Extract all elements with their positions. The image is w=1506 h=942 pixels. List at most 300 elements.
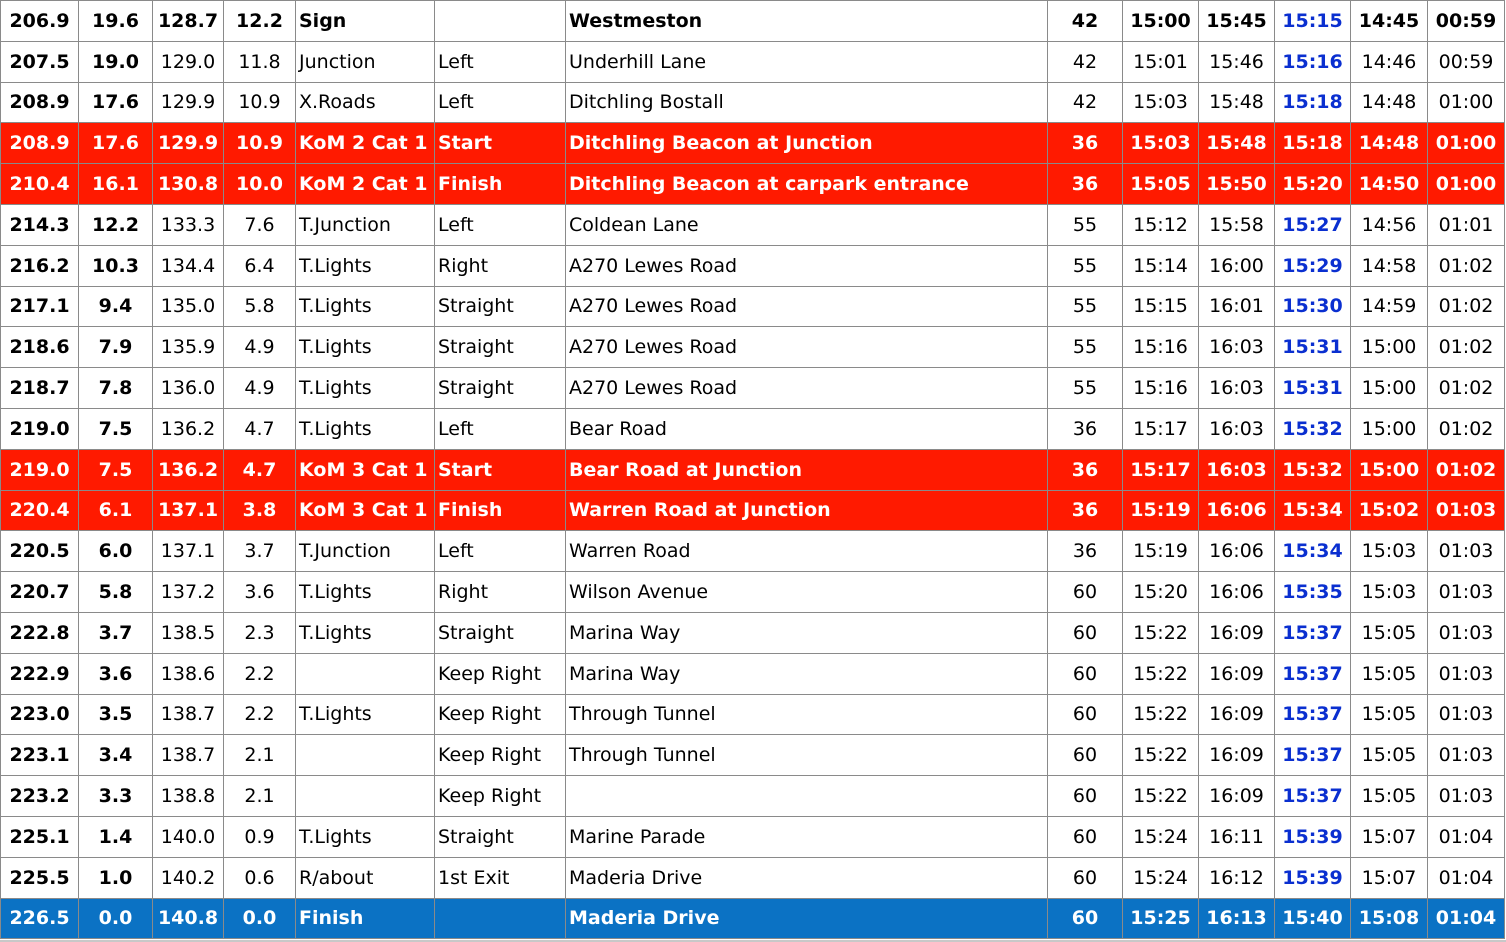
cell-location: A270 Lewes Road xyxy=(566,245,1048,286)
cell-time-eta: 15:37 xyxy=(1275,653,1351,694)
cell-miles-to-go: 2.1 xyxy=(224,735,296,776)
cell-elapsed: 01:03 xyxy=(1428,694,1505,735)
cell-miles-to-go: 3.8 xyxy=(224,490,296,531)
cell-location: Coldean Lane xyxy=(566,204,1048,245)
cell-time-late: 16:03 xyxy=(1199,449,1275,490)
cell-km-done: 225.5 xyxy=(1,857,79,898)
cell-km-to-go: 12.2 xyxy=(79,204,153,245)
cell-time-early: 15:17 xyxy=(1123,449,1199,490)
cell-location: A270 Lewes Road xyxy=(566,368,1048,409)
cell-location: Warren Road xyxy=(566,531,1048,572)
cell-miles-to-go: 2.1 xyxy=(224,776,296,817)
cell-time-start: 15:05 xyxy=(1351,694,1428,735)
cell-miles-done: 129.9 xyxy=(153,123,224,164)
table-row xyxy=(1,408,1505,449)
cell-km-done: 208.9 xyxy=(1,123,79,164)
cell-miles-done: 136.2 xyxy=(153,449,224,490)
cell-direction: Start xyxy=(435,449,566,490)
cell-time-eta: 15:20 xyxy=(1275,164,1351,205)
cell-miles-done: 137.2 xyxy=(153,572,224,613)
cell-km-done: 208.9 xyxy=(1,82,79,123)
cell-miles-to-go: 4.9 xyxy=(224,327,296,368)
cell-feature: T.Lights xyxy=(296,286,435,327)
cell-time-start: 14:48 xyxy=(1351,123,1428,164)
cell-miles-to-go: 0.9 xyxy=(224,816,296,857)
cell-time-late: 16:01 xyxy=(1199,286,1275,327)
cell-elapsed: 01:00 xyxy=(1428,123,1505,164)
cell-miles-to-go: 0.6 xyxy=(224,857,296,898)
cell-time-early: 15:24 xyxy=(1123,857,1199,898)
cell-direction: Finish xyxy=(435,164,566,205)
kom-row xyxy=(1,164,1505,205)
cell-speed: 60 xyxy=(1048,816,1123,857)
cell-time-eta: 15:34 xyxy=(1275,490,1351,531)
cell-direction: Left xyxy=(435,531,566,572)
table-row xyxy=(1,368,1505,409)
cell-speed: 36 xyxy=(1048,408,1123,449)
cell-elapsed: 01:03 xyxy=(1428,490,1505,531)
cell-km-done: 219.0 xyxy=(1,408,79,449)
cell-time-eta: 15:18 xyxy=(1275,123,1351,164)
cell-feature: Junction xyxy=(296,41,435,82)
cell-location: Wilson Avenue xyxy=(566,572,1048,613)
cell-feature xyxy=(296,776,435,817)
cell-time-early: 15:16 xyxy=(1123,327,1199,368)
cell-location: Through Tunnel xyxy=(566,694,1048,735)
cell-miles-done: 135.9 xyxy=(153,327,224,368)
cell-elapsed: 01:02 xyxy=(1428,286,1505,327)
cell-direction: Right xyxy=(435,245,566,286)
cell-km-done: 207.5 xyxy=(1,41,79,82)
cell-miles-done: 138.7 xyxy=(153,694,224,735)
cell-time-eta: 15:37 xyxy=(1275,612,1351,653)
cell-km-to-go: 3.3 xyxy=(79,776,153,817)
cell-elapsed: 01:04 xyxy=(1428,816,1505,857)
cell-miles-to-go: 12.2 xyxy=(224,1,296,42)
cell-feature: T.Lights xyxy=(296,694,435,735)
cell-time-eta: 15:32 xyxy=(1275,408,1351,449)
cell-miles-to-go: 10.0 xyxy=(224,164,296,205)
cell-time-late: 15:50 xyxy=(1199,164,1275,205)
cell-km-to-go: 7.5 xyxy=(79,449,153,490)
cell-direction: Start xyxy=(435,123,566,164)
cell-km-to-go: 6.0 xyxy=(79,531,153,572)
cell-elapsed: 01:02 xyxy=(1428,449,1505,490)
cell-miles-to-go: 3.7 xyxy=(224,531,296,572)
cell-time-start: 15:05 xyxy=(1351,653,1428,694)
cell-speed: 36 xyxy=(1048,449,1123,490)
cell-time-eta: 15:16 xyxy=(1275,41,1351,82)
cell-time-late: 15:48 xyxy=(1199,123,1275,164)
cell-km-done: 214.3 xyxy=(1,204,79,245)
cell-km-done: 220.4 xyxy=(1,490,79,531)
cell-time-late: 16:03 xyxy=(1199,408,1275,449)
cell-km-to-go: 7.8 xyxy=(79,368,153,409)
cell-km-to-go: 0.0 xyxy=(79,898,153,939)
cell-time-start: 15:07 xyxy=(1351,816,1428,857)
cell-feature: T.Lights xyxy=(296,245,435,286)
cell-direction: Straight xyxy=(435,612,566,653)
cell-elapsed: 01:03 xyxy=(1428,572,1505,613)
cell-miles-done: 137.1 xyxy=(153,490,224,531)
cell-speed: 55 xyxy=(1048,327,1123,368)
cell-location: Marine Parade xyxy=(566,816,1048,857)
cell-direction: Keep Right xyxy=(435,653,566,694)
cell-time-eta: 15:32 xyxy=(1275,449,1351,490)
cell-miles-done: 128.7 xyxy=(153,1,224,42)
cell-time-early: 15:17 xyxy=(1123,408,1199,449)
cell-time-start: 14:58 xyxy=(1351,245,1428,286)
cell-km-to-go: 5.8 xyxy=(79,572,153,613)
cell-miles-done: 138.5 xyxy=(153,612,224,653)
cell-speed: 60 xyxy=(1048,572,1123,613)
table-row xyxy=(1,612,1505,653)
cell-time-eta: 15:37 xyxy=(1275,694,1351,735)
cell-feature: T.Lights xyxy=(296,572,435,613)
cell-time-early: 15:05 xyxy=(1123,164,1199,205)
cell-km-done: 222.8 xyxy=(1,612,79,653)
cell-speed: 55 xyxy=(1048,204,1123,245)
cell-miles-done: 133.3 xyxy=(153,204,224,245)
cell-feature: T.Junction xyxy=(296,531,435,572)
cell-elapsed: 01:00 xyxy=(1428,82,1505,123)
cell-location: A270 Lewes Road xyxy=(566,286,1048,327)
cell-time-start: 15:02 xyxy=(1351,490,1428,531)
cell-time-early: 15:22 xyxy=(1123,653,1199,694)
cell-time-late: 16:06 xyxy=(1199,490,1275,531)
table-row xyxy=(1,653,1505,694)
table-row xyxy=(1,816,1505,857)
cell-time-early: 15:00 xyxy=(1123,1,1199,42)
cell-km-done: 226.5 xyxy=(1,898,79,939)
cell-time-early: 15:19 xyxy=(1123,531,1199,572)
cell-miles-to-go: 5.8 xyxy=(224,286,296,327)
cell-km-done: 222.9 xyxy=(1,653,79,694)
cell-speed: 60 xyxy=(1048,735,1123,776)
cell-elapsed: 01:02 xyxy=(1428,327,1505,368)
cell-direction: Keep Right xyxy=(435,694,566,735)
cell-time-late: 16:09 xyxy=(1199,653,1275,694)
cell-miles-done: 129.9 xyxy=(153,82,224,123)
cell-speed: 60 xyxy=(1048,776,1123,817)
cell-feature: Finish xyxy=(296,898,435,939)
cell-time-late: 16:09 xyxy=(1199,612,1275,653)
cell-feature: T.Junction xyxy=(296,204,435,245)
cell-speed: 36 xyxy=(1048,164,1123,205)
cell-time-late: 16:00 xyxy=(1199,245,1275,286)
cell-elapsed: 00:59 xyxy=(1428,1,1505,42)
cell-miles-to-go: 2.3 xyxy=(224,612,296,653)
cell-miles-to-go: 4.7 xyxy=(224,449,296,490)
cell-time-start: 14:56 xyxy=(1351,204,1428,245)
cell-speed: 60 xyxy=(1048,612,1123,653)
cell-time-early: 15:20 xyxy=(1123,572,1199,613)
cell-location: Ditchling Bostall xyxy=(566,82,1048,123)
cell-miles-done: 138.8 xyxy=(153,776,224,817)
cell-direction: Keep Right xyxy=(435,735,566,776)
cell-time-early: 15:12 xyxy=(1123,204,1199,245)
cell-miles-to-go: 10.9 xyxy=(224,82,296,123)
cell-direction: Straight xyxy=(435,368,566,409)
cell-time-start: 15:05 xyxy=(1351,735,1428,776)
cell-miles-done: 137.1 xyxy=(153,531,224,572)
cell-time-eta: 15:29 xyxy=(1275,245,1351,286)
cell-location: Marina Way xyxy=(566,612,1048,653)
cell-location: Ditchling Beacon at Junction xyxy=(566,123,1048,164)
cell-elapsed: 01:03 xyxy=(1428,735,1505,776)
cell-time-early: 15:01 xyxy=(1123,41,1199,82)
cell-km-done: 223.0 xyxy=(1,694,79,735)
cell-elapsed: 01:02 xyxy=(1428,245,1505,286)
cell-direction: Keep Right xyxy=(435,776,566,817)
cell-miles-done: 136.2 xyxy=(153,408,224,449)
cell-location: Ditchling Beacon at carpark entrance xyxy=(566,164,1048,205)
cell-time-late: 16:03 xyxy=(1199,327,1275,368)
cell-elapsed: 01:02 xyxy=(1428,368,1505,409)
cell-time-eta: 15:31 xyxy=(1275,368,1351,409)
cell-elapsed: 01:00 xyxy=(1428,164,1505,205)
cell-time-early: 15:15 xyxy=(1123,286,1199,327)
cell-direction: Left xyxy=(435,204,566,245)
cell-speed: 55 xyxy=(1048,286,1123,327)
cell-time-start: 14:45 xyxy=(1351,1,1428,42)
cell-time-eta: 15:27 xyxy=(1275,204,1351,245)
cell-elapsed: 01:03 xyxy=(1428,776,1505,817)
cell-direction: 1st Exit xyxy=(435,857,566,898)
cell-elapsed: 01:03 xyxy=(1428,612,1505,653)
cell-direction: Left xyxy=(435,82,566,123)
cell-miles-done: 138.7 xyxy=(153,735,224,776)
cell-elapsed: 01:03 xyxy=(1428,531,1505,572)
cell-time-early: 15:03 xyxy=(1123,82,1199,123)
cell-direction: Finish xyxy=(435,490,566,531)
cell-location: Westmeston xyxy=(566,1,1048,42)
cell-location: Warren Road at Junction xyxy=(566,490,1048,531)
cell-time-late: 15:58 xyxy=(1199,204,1275,245)
cell-time-late: 16:03 xyxy=(1199,368,1275,409)
cell-location: Maderia Drive xyxy=(566,898,1048,939)
cell-time-late: 16:09 xyxy=(1199,694,1275,735)
cell-miles-done: 130.8 xyxy=(153,164,224,205)
cell-km-done: 223.1 xyxy=(1,735,79,776)
cell-time-late: 15:45 xyxy=(1199,1,1275,42)
cell-km-to-go: 3.7 xyxy=(79,612,153,653)
cell-km-done: 219.0 xyxy=(1,449,79,490)
cell-feature: KoM 3 Cat 1 xyxy=(296,449,435,490)
cell-miles-to-go: 2.2 xyxy=(224,694,296,735)
cell-feature: T.Lights xyxy=(296,816,435,857)
cell-km-to-go: 3.5 xyxy=(79,694,153,735)
cell-feature: T.Lights xyxy=(296,327,435,368)
cell-miles-done: 138.6 xyxy=(153,653,224,694)
cell-miles-done: 134.4 xyxy=(153,245,224,286)
table-row xyxy=(1,1,1505,42)
cell-km-done: 210.4 xyxy=(1,164,79,205)
cell-speed: 36 xyxy=(1048,490,1123,531)
cell-speed: 60 xyxy=(1048,694,1123,735)
cell-location: Through Tunnel xyxy=(566,735,1048,776)
cell-km-done: 218.7 xyxy=(1,368,79,409)
cell-time-start: 15:08 xyxy=(1351,898,1428,939)
cell-elapsed: 00:59 xyxy=(1428,41,1505,82)
cell-location: Bear Road xyxy=(566,408,1048,449)
cell-speed: 55 xyxy=(1048,368,1123,409)
cell-miles-to-go: 3.6 xyxy=(224,572,296,613)
cell-speed: 60 xyxy=(1048,857,1123,898)
cell-miles-to-go: 4.9 xyxy=(224,368,296,409)
cell-time-eta: 15:37 xyxy=(1275,735,1351,776)
cell-time-eta: 15:34 xyxy=(1275,531,1351,572)
cell-time-start: 15:05 xyxy=(1351,612,1428,653)
table-row xyxy=(1,572,1505,613)
cell-time-late: 16:09 xyxy=(1199,776,1275,817)
cell-miles-to-go: 4.7 xyxy=(224,408,296,449)
cell-location xyxy=(566,776,1048,817)
cell-miles-done: 129.0 xyxy=(153,41,224,82)
cell-time-eta: 15:37 xyxy=(1275,776,1351,817)
table-row xyxy=(1,531,1505,572)
cell-time-early: 15:19 xyxy=(1123,490,1199,531)
cell-miles-to-go: 0.0 xyxy=(224,898,296,939)
cell-speed: 36 xyxy=(1048,123,1123,164)
cell-km-to-go: 17.6 xyxy=(79,123,153,164)
cell-feature: R/about xyxy=(296,857,435,898)
cell-time-late: 16:06 xyxy=(1199,531,1275,572)
finish-row xyxy=(1,898,1505,939)
kom-row xyxy=(1,449,1505,490)
cell-miles-done: 135.0 xyxy=(153,286,224,327)
cell-time-start: 15:00 xyxy=(1351,449,1428,490)
kom-row xyxy=(1,490,1505,531)
cell-miles-to-go: 2.2 xyxy=(224,653,296,694)
table-row xyxy=(1,204,1505,245)
cell-time-late: 16:11 xyxy=(1199,816,1275,857)
cell-feature: T.Lights xyxy=(296,612,435,653)
cell-time-late: 15:48 xyxy=(1199,82,1275,123)
cell-time-late: 15:46 xyxy=(1199,41,1275,82)
table-row xyxy=(1,327,1505,368)
cell-km-done: 218.6 xyxy=(1,327,79,368)
cell-direction: Straight xyxy=(435,286,566,327)
cell-time-start: 14:48 xyxy=(1351,82,1428,123)
cell-time-start: 15:07 xyxy=(1351,857,1428,898)
cell-time-early: 15:14 xyxy=(1123,245,1199,286)
cell-time-late: 16:13 xyxy=(1199,898,1275,939)
cell-miles-to-go: 11.8 xyxy=(224,41,296,82)
table-row xyxy=(1,41,1505,82)
cell-km-done: 220.7 xyxy=(1,572,79,613)
cell-km-to-go: 19.0 xyxy=(79,41,153,82)
cell-elapsed: 01:02 xyxy=(1428,408,1505,449)
cell-time-start: 15:00 xyxy=(1351,408,1428,449)
cell-time-start: 15:05 xyxy=(1351,776,1428,817)
cell-direction: Left xyxy=(435,408,566,449)
cell-feature: Sign xyxy=(296,1,435,42)
cell-miles-done: 140.2 xyxy=(153,857,224,898)
cell-location: Maderia Drive xyxy=(566,857,1048,898)
kom-row xyxy=(1,123,1505,164)
cell-time-eta: 15:35 xyxy=(1275,572,1351,613)
cell-time-early: 15:22 xyxy=(1123,776,1199,817)
cell-elapsed: 01:01 xyxy=(1428,204,1505,245)
cell-km-to-go: 16.1 xyxy=(79,164,153,205)
cell-miles-done: 136.0 xyxy=(153,368,224,409)
cell-feature: KoM 3 Cat 1 xyxy=(296,490,435,531)
table-row xyxy=(1,694,1505,735)
cell-elapsed: 01:03 xyxy=(1428,653,1505,694)
cell-time-eta: 15:15 xyxy=(1275,1,1351,42)
cell-km-to-go: 1.4 xyxy=(79,816,153,857)
cell-feature xyxy=(296,653,435,694)
cell-time-early: 15:24 xyxy=(1123,816,1199,857)
cell-km-done: 216.2 xyxy=(1,245,79,286)
table-row xyxy=(1,286,1505,327)
cell-location: Marina Way xyxy=(566,653,1048,694)
table-row xyxy=(1,82,1505,123)
cell-direction: Left xyxy=(435,41,566,82)
cell-miles-to-go: 6.4 xyxy=(224,245,296,286)
cell-direction: Right xyxy=(435,572,566,613)
cell-location: Bear Road at Junction xyxy=(566,449,1048,490)
cell-location: A270 Lewes Road xyxy=(566,327,1048,368)
cell-time-start: 14:50 xyxy=(1351,164,1428,205)
cell-time-start: 15:03 xyxy=(1351,572,1428,613)
cell-elapsed: 01:04 xyxy=(1428,857,1505,898)
cell-km-done: 225.1 xyxy=(1,816,79,857)
cell-time-early: 15:22 xyxy=(1123,735,1199,776)
cell-feature: X.Roads xyxy=(296,82,435,123)
cell-direction: Straight xyxy=(435,327,566,368)
cell-time-eta: 15:39 xyxy=(1275,816,1351,857)
cell-km-to-go: 3.6 xyxy=(79,653,153,694)
cell-direction xyxy=(435,1,566,42)
cell-km-to-go: 9.4 xyxy=(79,286,153,327)
cell-location: Underhill Lane xyxy=(566,41,1048,82)
cell-speed: 60 xyxy=(1048,653,1123,694)
cell-time-eta: 15:30 xyxy=(1275,286,1351,327)
cell-km-to-go: 1.0 xyxy=(79,857,153,898)
cell-km-done: 220.5 xyxy=(1,531,79,572)
cell-elapsed: 01:04 xyxy=(1428,898,1505,939)
cell-time-early: 15:22 xyxy=(1123,694,1199,735)
cell-speed: 42 xyxy=(1048,41,1123,82)
cell-km-done: 217.1 xyxy=(1,286,79,327)
cell-km-to-go: 10.3 xyxy=(79,245,153,286)
cell-km-to-go: 3.4 xyxy=(79,735,153,776)
cell-time-eta: 15:39 xyxy=(1275,857,1351,898)
cell-time-eta: 15:31 xyxy=(1275,327,1351,368)
cell-time-early: 15:22 xyxy=(1123,612,1199,653)
cell-feature xyxy=(296,735,435,776)
cell-time-late: 16:06 xyxy=(1199,572,1275,613)
cell-speed: 42 xyxy=(1048,82,1123,123)
cell-speed: 60 xyxy=(1048,898,1123,939)
cell-time-late: 16:12 xyxy=(1199,857,1275,898)
cell-time-start: 15:00 xyxy=(1351,368,1428,409)
cell-speed: 55 xyxy=(1048,245,1123,286)
cell-time-eta: 15:40 xyxy=(1275,898,1351,939)
cell-feature: T.Lights xyxy=(296,368,435,409)
cell-direction: Straight xyxy=(435,816,566,857)
cell-time-late: 16:09 xyxy=(1199,735,1275,776)
cell-km-done: 223.2 xyxy=(1,776,79,817)
cell-miles-done: 140.8 xyxy=(153,898,224,939)
cell-km-to-go: 7.9 xyxy=(79,327,153,368)
cell-feature: KoM 2 Cat 1 xyxy=(296,164,435,205)
table-row xyxy=(1,776,1505,817)
cell-km-to-go: 7.5 xyxy=(79,408,153,449)
cell-time-start: 15:00 xyxy=(1351,327,1428,368)
